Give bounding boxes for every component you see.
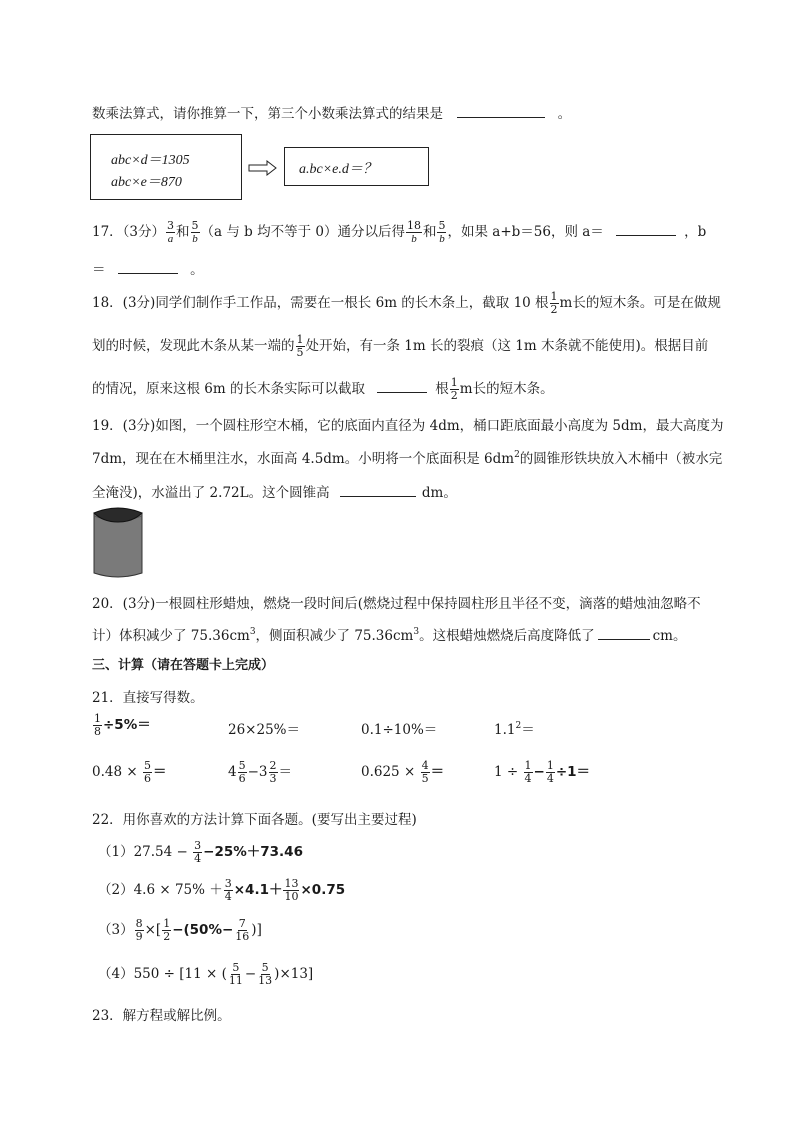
- q19-line1: 19．(3分)如图，一个圆柱形空木桶，它的底面内直径为 4dm，桶口距底面最小高度为 5dm，最大高度为: [92, 418, 724, 434]
- q19-line3: 全淹没)，水溢出了 2.72L。这个圆锥高 dm。: [92, 481, 457, 501]
- fraction: $\frac{5}{b}$: [438, 219, 446, 245]
- fraction: $\frac{18}{b}$: [406, 219, 421, 245]
- section-title: 三、计算（请在答题卡上完成）: [92, 658, 275, 673]
- q23-title: 23．解方程或解比例。: [92, 1008, 231, 1024]
- fraction-fifth: $\frac{1}{5}$: [296, 333, 304, 359]
- arrow-right-icon: [248, 160, 278, 176]
- target-equation: a.bc×e.d＝？: [299, 162, 377, 177]
- q18-answer-blank[interactable]: [377, 378, 427, 393]
- q21-item-g: 0.625 × $\frac{4}{5}$ ＝: [361, 759, 445, 785]
- q17-answer-a-blank[interactable]: [616, 221, 676, 236]
- bucket-figure: [93, 503, 143, 579]
- q16-given-box: [90, 134, 242, 200]
- q18-line2: 划的时候，发现此木条从某一端的 $\frac{1}{5}$ 处开始，有一条 1m 长的裂痕（这 1m 木条就不能使用)。根据目前: [92, 333, 709, 359]
- q22-part1: （1）27.54 − $\frac{3}{4}$ −25%＋73.46: [98, 839, 303, 865]
- q17-answer-b-blank[interactable]: [118, 259, 178, 274]
- q19-line2: 7dm，现在在木桶里注水，水面高 4.5dm。小明将一个底面积是 $6dm^2$的圆锥形铁块放入木桶中（被水完: [92, 450, 723, 467]
- q17-line2: ＝ 。: [92, 258, 204, 278]
- q21-item-b: 26×25%＝: [228, 722, 300, 738]
- q21-item-f: 4 $\frac{5}{6}$ −3 $\frac{2}{3}$ ＝: [228, 759, 292, 785]
- q16-text: 数乘法算式，请你推算一下，第三个小数乘法算式的结果是 。: [92, 102, 571, 122]
- q21-item-c: 0.1÷10%＝: [361, 722, 438, 738]
- q22-part4: （4）550 ÷ [11 × ( $\frac{5}{11}$ − $\frac{5}{13}$ )×13]: [98, 961, 314, 987]
- q20-line2: 计）体积减少了 $75.36cm^3$，侧面积减少了 $75.36cm^3$。这根蜡烛燃烧后高度降低了 cm。: [92, 627, 687, 644]
- q16-target-box: [284, 147, 429, 186]
- q21-item-e: 0.48 × $\frac{5}{6}$ ＝: [92, 759, 167, 785]
- q21-item-a: $\frac{1}{8}$ ÷5%＝: [94, 712, 151, 738]
- q18-line1: 18．(3分)同学们制作手工作品，需要在一根长 6m 的长木条上，截取 10 根 $\frac{1}{2}$ m长的短木条。可是在做规: [92, 290, 721, 316]
- fraction: $\frac{3}{a}$: [167, 219, 175, 245]
- given-equation-2: abc×e＝870: [111, 175, 182, 190]
- q16-answer-blank[interactable]: [457, 103, 545, 118]
- q22-title: 22．用你喜欢的方法计算下面各题。(要写出主要过程): [92, 812, 417, 828]
- q21-item-d: $1.1^2=$: [494, 721, 535, 738]
- q19-answer-blank[interactable]: [340, 482, 416, 497]
- q21-title: 21．直接写得数。: [92, 690, 204, 706]
- fraction-half: $\frac{1}{2}$: [550, 290, 558, 316]
- q20-line1: 20．(3分)一根圆柱形蜡烛，燃烧一段时间后(燃烧过程中保持圆柱形且半径不变，滴落的蜡烛油忽略不: [92, 596, 701, 612]
- fraction: $\frac{5}{b}$: [191, 219, 199, 245]
- q20-answer-blank[interactable]: [598, 625, 650, 640]
- q21-item-h: 1 ÷ $\frac{1}{4}$ − $\frac{1}{4}$ ÷1＝: [494, 759, 591, 785]
- given-equation-1: abc×d＝1305: [111, 153, 190, 168]
- fraction-half: $\frac{1}{2}$: [450, 376, 458, 402]
- q18-line3: 的情况，原来这根 6m 的长木条实际可以截取 根 $\frac{1}{2}$ m长的短木条。: [92, 376, 554, 402]
- q22-part2: （2）4.6 × 75% ＋ $\frac{3}{4}$ ×4.1＋ $\frac{13}{10}$ ×0.75: [98, 877, 346, 903]
- q17-line1: 17．（3分） $\frac{3}{a}$ 和 $\frac{5}{b}$ （a 与 b 均不等于 0）通分以后得 $\frac{18}{b}$ 和 $\frac{5}{b}$ ，如果 a+b＝56，则 a＝ ，b: [92, 219, 707, 245]
- q22-part3: （3） $\frac{8}{9}$ ×[ $\frac{1}{2}$ −(50%− $\frac{7}{16}$ )]: [98, 917, 262, 943]
